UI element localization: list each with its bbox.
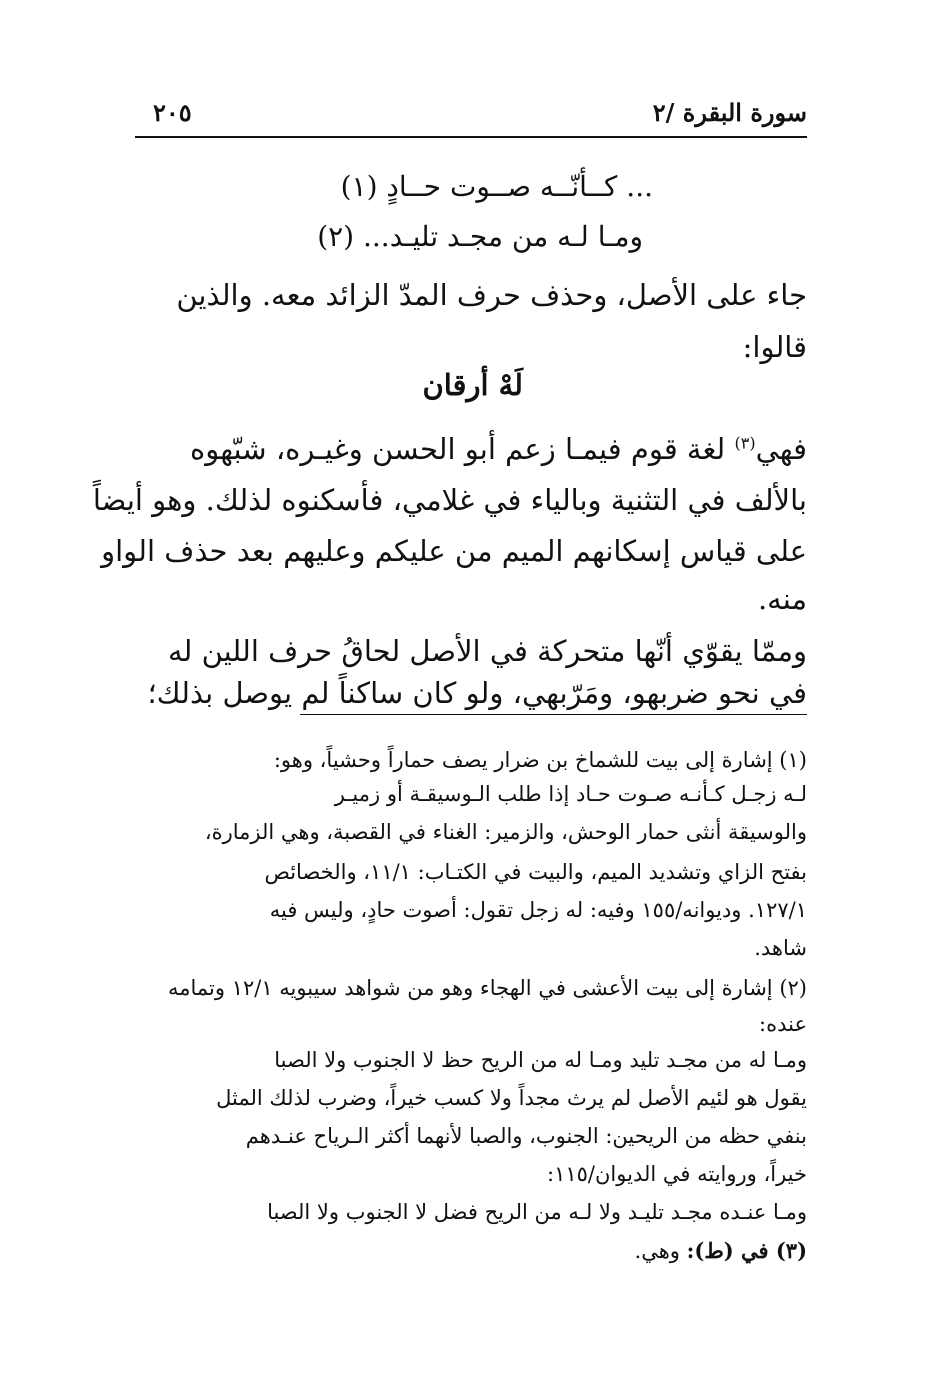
running-title: سورة البقرة /٢ xyxy=(652,98,807,127)
paragraph-2-line-3: على قياس إسكانهم الميم من عليكم وعليهم بعد حذف الواو xyxy=(101,534,807,568)
paragraph-1-line-1: جاء على الأصل، وحذف حرف المدّ الزائد معه. والذين xyxy=(176,278,807,312)
paragraph-2-line-4: منه. xyxy=(757,582,807,616)
verse-line-1: ... كــأنّــه صــوت حــادٍ (١) xyxy=(340,170,653,203)
footnote-2-line-2: عنده: xyxy=(759,1012,807,1036)
paragraph-3-line-2: في نحو ضربهو، ومَرّبهي، ولو كان ساكناً لم يوصل بذلك؛ xyxy=(147,676,807,710)
section-heading: لَهْ أرقان xyxy=(422,368,523,402)
footnote-2-verse-1: ومـا له من مجـد تليد ومـا له من الريح حظ لا الجنوب ولا الصبا xyxy=(274,1048,807,1072)
paragraph-2-line-1-rest: لغة قوم فيمـا زعم أبو الحسن وغيـره، شبّهوه xyxy=(190,432,735,466)
paragraph-2-line-2: بالألف في التثنية وبالياء في غلامي، فأسكنوه لذلك. وهو أيضاً xyxy=(92,483,807,517)
verse-line-2: ومـا لـه من مجـد تليـد... (٢) xyxy=(317,220,643,253)
footnote-separator xyxy=(300,714,807,715)
footnote-3 xyxy=(635,1238,807,1263)
page-number: ٢٠٥ xyxy=(153,98,192,127)
footnote-2-verse-2: ومـا عنـده مجـد تليـد ولا لـه من الريح فضل لا الجنوب ولا الصبا xyxy=(267,1200,807,1224)
footnote-2-line-4: يقول هو لئيم الأصل لم يرث مجداً ولا كسب خيراً، وضرب لذلك المثل xyxy=(216,1086,807,1110)
footnote-2-line-6: خيراً، وروايته في الديوان/١١٥: xyxy=(547,1162,807,1186)
paragraph-3-line-1: وممّا يقوّي أنّها متحركة في الأصل لحاقُ حرف اللين له xyxy=(167,634,807,668)
footnote-ref-3: (٣) xyxy=(734,433,756,453)
footnote-1-verse: لـه زجـل كـأنـه صـوت حـاد إذا طلب الـوسيقـة أو زميـر xyxy=(334,782,807,806)
paragraph-2-line-1 xyxy=(190,432,807,466)
footnote-3-text: وهي. xyxy=(634,1239,687,1263)
footnote-1-line-3: والوسيقة أنثى حمار الوحش، والزمير: الغناء في القصبة، وهي الزمارة، xyxy=(204,820,807,844)
footnote-1-line-1: (١) إشارة إلى بيت للشماخ بن ضرار يصف حماراً وحشياً، وهو: xyxy=(273,748,807,772)
footnote-2-line-5: بنفي حظه من الريحين: الجنوب، والصبا لأنهما أكثر الـرياح عنـدهم xyxy=(245,1124,807,1148)
footnote-1-line-6: شاهد. xyxy=(754,936,807,960)
paragraph-1-line-2: قالوا: xyxy=(742,330,807,364)
footnote-1-line-4: بفتح الزاي وتشديد الميم، والبيت في الكتـاب: ١١/١، والخصائص xyxy=(264,860,807,884)
footnote-1-line-5: ١٢٧/١. وديوانه/١٥٥ وفيه: له زجل تقول: أصوت حادٍ، وليس فيه xyxy=(269,898,807,922)
footnote-2-line-1: (٢) إشارة إلى بيت الأعشى في الهجاء وهو من شواهد سيبويه ١٢/١ وتمامه xyxy=(167,976,807,1000)
page-header xyxy=(135,96,807,138)
paragraph-2-lead: فهي xyxy=(755,432,807,466)
footnote-3-label: (٣) في (ط): xyxy=(686,1238,807,1263)
